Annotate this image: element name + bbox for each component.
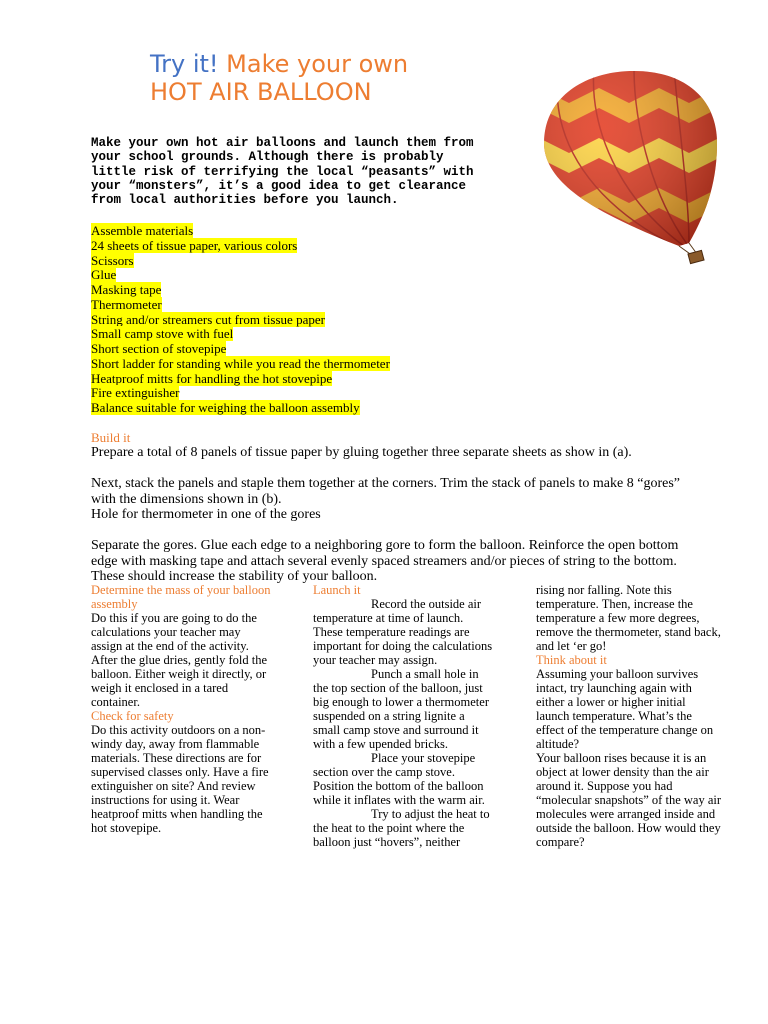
- mass-paragraph: Do this if you are going to do the calculations your teacher may assign at the end of the activity. After the glue dries, gently fold the balloon. Either weigh it directly, or weigh it enclosed in a tared container.: [91, 611, 267, 709]
- safety-paragraph: Do this activity outdoors on a non-windy day, away from flammable materials. These directions are for supervised classes only. Have a fire extinguisher on site? And review instructions for using it. Wear heatproof mitts when handling the hot stovepipe.: [91, 723, 269, 835]
- think-heading: Think about it: [536, 653, 607, 667]
- launch-paragraph-2: Punch a small hole in the top section of the balloon, just big enough to lower a thermometer suspended on a string lignite a small camp stove and surround it with a few upended bricks.: [313, 667, 489, 751]
- list-item: Short section of stovepipe: [91, 341, 227, 356]
- list-item: Fire extinguisher: [91, 385, 180, 401]
- title-hot-air-balloon: HOT AIR BALLOON: [150, 78, 372, 106]
- build-paragraph-2-text: Next, stack the panels and staple them together at the corners. Trim the stack of panels to make 8 “gores” with the dimensions shown in (b).: [91, 476, 680, 507]
- list-item: 24 sheets of tissue paper, various colors: [91, 237, 298, 253]
- list-item: Thermometer: [91, 296, 162, 312]
- think-paragraph-2: Your balloon rises because it is an object at lower density than the air around it. Suppose you had “molecular snapshots” of the way air molecules were arranged inside and outside the balloon. How would they compare?: [536, 751, 722, 849]
- hot-air-balloon-icon: [538, 68, 720, 268]
- intro-paragraph: Make your own hot air balloons and launch them from your school grounds. Although there is probably little risk of terrifying the local “peasants” with your “monsters”, it’s a good idea to get clearance from local authorities before you launch.: [91, 136, 474, 208]
- safety-heading: Check for safety: [91, 709, 174, 723]
- page-title: [150, 50, 408, 106]
- build-paragraph-2-note: Hole for thermometer in one of the gores: [91, 507, 321, 522]
- launch-paragraph-3: Place your stovepipe section over the camp stove. Position the bottom of the balloon while it inflates with the warm air.: [313, 751, 485, 807]
- launch-paragraph-4: Try to adjust the heat to the heat to the point where the balloon just “hovers”, neither: [313, 807, 490, 849]
- build-it-heading: Build it: [91, 430, 131, 445]
- list-item: Scissors: [91, 252, 134, 268]
- title-try-it: Try it!: [150, 50, 219, 78]
- launch-paragraph-1: Record the outside air temperature at time of launch. These temperature readings are important for doing the calculations your teacher may assign.: [313, 597, 493, 667]
- build-paragraph-1: Prepare a total of 8 panels of tissue paper by gluing together three separate sheets as show in (a).: [91, 445, 632, 460]
- materials-list: [91, 224, 390, 416]
- column-3: [536, 583, 722, 849]
- launch-heading: Launch it: [313, 583, 361, 597]
- think-paragraph-1: Assuming your balloon survives intact, try launching again with either a lower or higher initial launch temperature. What’s the effect of the temperature change on altitude?: [536, 667, 714, 751]
- launch-continued-paragraph: rising nor falling. Note this temperature. Then, increase the temperature a few more degrees, remove the thermometer, stand back, and let ‘er go!: [536, 583, 721, 653]
- column-2: [313, 583, 493, 849]
- list-item: Assemble materials: [91, 223, 194, 238]
- build-paragraph-3: Separate the gores. Glue each edge to a neighboring gore to form the balloon. Reinforce the open bottom edge with masking tape and attach several evenly spaced streamers and/or pieces of string to the bottom. These should increase the stability of your balloon.: [91, 538, 679, 584]
- title-make-your-own: Make your own: [226, 50, 409, 78]
- column-1: [91, 583, 271, 835]
- mass-heading: Determine the mass of your balloon assembly: [91, 583, 271, 611]
- list-item: Balance suitable for weighing the balloon assembly: [91, 400, 360, 415]
- list-item: Small camp stove with fuel: [91, 326, 234, 342]
- list-item: Masking tape: [91, 282, 162, 297]
- list-item: Short ladder for standing while you read the thermometer: [91, 355, 390, 371]
- list-item: Heatproof mitts for handling the hot stovepipe: [91, 370, 333, 386]
- list-item: String and/or streamers cut from tissue paper: [91, 311, 325, 327]
- build-paragraph-2: [91, 476, 701, 523]
- list-item: Glue: [91, 267, 117, 283]
